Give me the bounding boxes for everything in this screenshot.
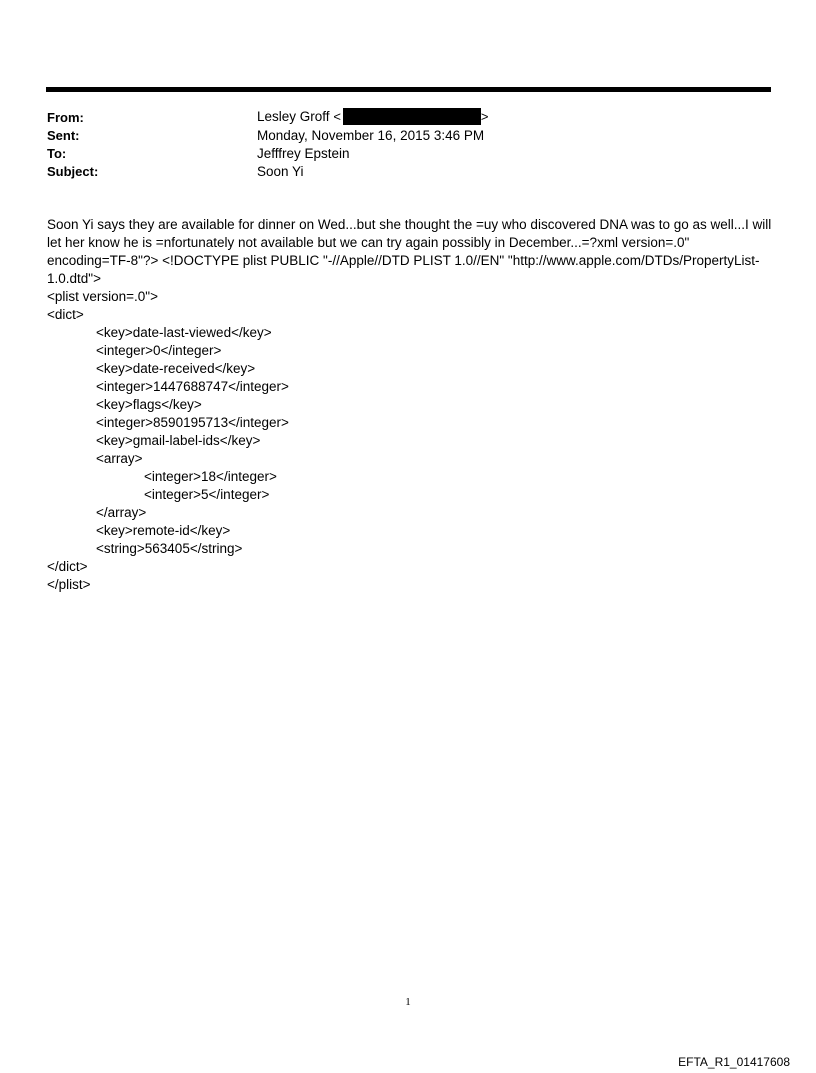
subject-value: Soon Yi [257,163,304,179]
page-number: 1 [405,996,411,1008]
from-value [257,109,489,126]
email-close-bracket: > [480,108,489,124]
to-row [47,144,747,162]
to-value: Jefffrey Epstein [257,145,350,161]
code-line: <dict> [47,307,84,322]
sent-label: Sent: [47,127,80,143]
from-row [47,108,747,126]
code-line: <key>flags</key> [96,397,202,412]
header-rule [46,87,771,92]
body-paragraph: Soon Yi says they are available for dinner on Wed...but she thought the =uy who discovered DNA was to go as well...I will let her know he is =nfortunately not available but we can try again possibly in December...=?xml version=.0" encoding=TF-8"?> <!DOCTYPE plist PUBLIC "-//Apple//DTD PLIST 1.0//EN" "http://www.apple.com/DTDs/PropertyList-1.0.dtd"> [47,217,772,286]
plist-code-block [47,288,773,594]
email-body [47,216,773,594]
sender-name: Lesley Groff [257,108,330,124]
email-header [47,108,747,180]
code-line: </array> [96,505,147,520]
code-line: <key>gmail-label-ids</key> [96,433,261,448]
code-line: <integer>8590195713</integer> [96,415,289,430]
document-id: EFTA_R1_01417608 [678,1055,790,1069]
sent-value: Monday, November 16, 2015 3:46 PM [257,127,485,143]
code-line: <key>date-last-viewed</key> [96,325,272,340]
code-line: <plist version=.0"> [47,289,158,304]
code-line: <key>remote-id</key> [96,523,231,538]
code-line: <array> [96,451,143,466]
to-label: To: [47,145,67,161]
code-line: <integer>5</integer> [144,487,270,502]
code-line: <key>date-received</key> [96,361,256,376]
email-open-bracket: < [333,108,341,124]
redaction-box [343,108,481,125]
code-line: <integer>1447688747</integer> [96,379,289,394]
code-line: </plist> [47,577,91,592]
code-line: </dict> [47,559,88,574]
code-line: <integer>0</integer> [96,343,222,358]
sent-row [47,126,747,144]
code-line: <integer>18</integer> [144,469,277,484]
subject-row [47,162,747,180]
code-line: <string>563405</string> [96,541,243,556]
from-label: From: [47,109,84,125]
subject-label: Subject: [47,163,99,179]
